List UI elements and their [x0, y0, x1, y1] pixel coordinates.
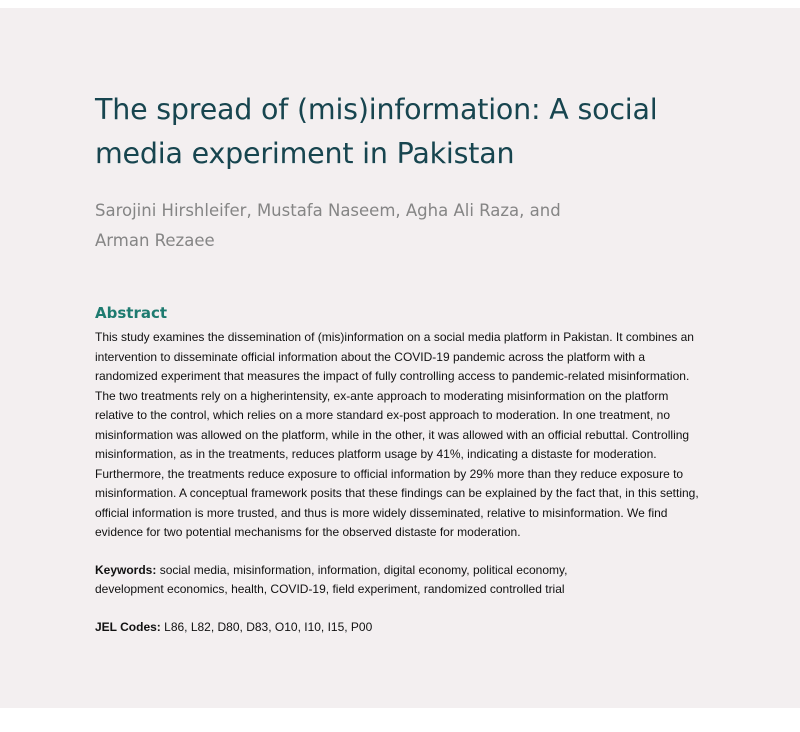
paper-content [95, 88, 707, 637]
abstract-body: This study examines the dissemination of (mis)information on a social media platform in Pakistan. It combines an intervention to disseminate official information about the COVID-19 pandemic across the platform with a randomized experiment that measures the impact of fully controlling access to pandemic-related misinformation. The two treatments rely on a higherintensity, ex-ante approach to moderating misinformation on the platform relative to the control, which relies on a more standard ex-post approach to moderation. In one treatment, no misinformation was allowed on the platform, while in the other, it was allowed with an official rebuttal. Controlling misinformation, as in the treatments, reduces platform usage by 41%, indicating a distaste for moderation. Furthermore, the treatments reduce exposure to official information by 29% more than they reduce exposure to misinformation. A conceptual framework posits that these findings can be explained by the fact that, in this setting, official information is more trusted, and thus is more widely disseminated, relative to misinformation. We find evidence for two potential mechanisms for the observed distaste for moderation. [95, 330, 699, 539]
jel-codes-text: L86, L82, D80, D83, O10, I10, I15, P00 [164, 619, 373, 634]
abstract-heading: Abstract [95, 304, 168, 322]
jel-codes-label: JEL Codes: [95, 619, 161, 634]
paper-authors: Sarojini Hirshleifer, Mustafa Naseem, Agha Ali Raza, and Arman Rezaee [95, 201, 561, 250]
paper-title: The spread of (mis)information: A social media experiment in Pakistan [95, 93, 658, 170]
paper-page [0, 8, 800, 708]
keywords-label: Keywords: [95, 562, 157, 577]
keywords-text: social media, misinformation, information, digital economy, political economy, development economics, health, COVID-19, field experiment, randomized controlled trial [95, 562, 568, 596]
keywords-line [95, 561, 615, 600]
jel-codes-line [95, 618, 707, 638]
